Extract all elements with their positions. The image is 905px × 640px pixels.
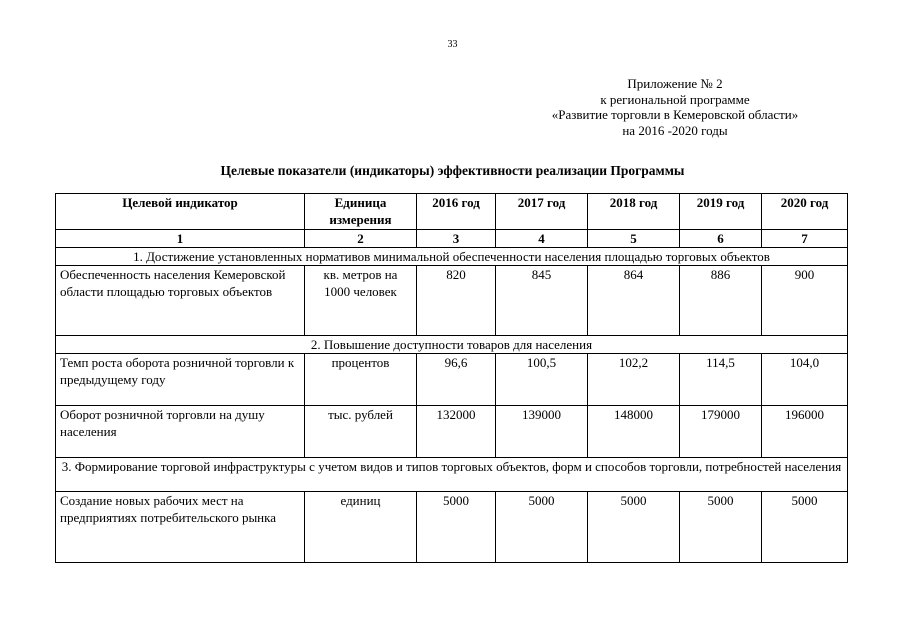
column-number: 1 — [56, 230, 305, 248]
section-row — [56, 248, 848, 266]
value-2020: 104,0 — [762, 354, 848, 406]
indicators-table — [55, 193, 848, 563]
column-number: 4 — [496, 230, 588, 248]
value-2017: 845 — [496, 266, 588, 336]
value-2018: 864 — [588, 266, 680, 336]
header-cell: 2019 год — [680, 194, 762, 230]
value-2018: 102,2 — [588, 354, 680, 406]
header-cell: 2018 год — [588, 194, 680, 230]
appendix-line-2: к региональной программе — [600, 91, 750, 107]
value-2020: 5000 — [762, 492, 848, 563]
value-2019: 5000 — [680, 492, 762, 563]
value-2016: 132000 — [417, 406, 496, 458]
value-2017: 5000 — [496, 492, 588, 563]
header-cell: Единица измерения — [305, 194, 417, 230]
header-cell: 2016 год — [417, 194, 496, 230]
table-row — [56, 406, 848, 458]
section-row — [56, 336, 848, 354]
value-2018: 148000 — [588, 406, 680, 458]
indicator-unit: кв. метров на 1000 человек — [305, 266, 417, 336]
indicator-name: Темп роста оборота розничной торговли к предыдущему году — [56, 354, 305, 406]
value-2019: 114,5 — [680, 354, 762, 406]
column-numbers-row — [56, 230, 848, 248]
column-number: 6 — [680, 230, 762, 248]
value-2018: 5000 — [588, 492, 680, 563]
table-row — [56, 266, 848, 336]
section-title: 1. Достижение установленных нормативов минимальной обеспеченности населения площадью торговых объектов — [56, 248, 848, 266]
appendix-line-4: на 2016 -2020 годы — [622, 122, 728, 138]
appendix-line-1: Приложение № 2 — [627, 76, 723, 91]
section-row — [56, 458, 848, 492]
value-2019: 886 — [680, 266, 762, 336]
value-2020: 196000 — [762, 406, 848, 458]
section-title: 3. Формирование торговой инфраструктуры с учетом видов и типов торговых объектов, форм и способов торговли, потребностей населения — [56, 458, 848, 492]
header-cell: Целевой индикатор — [56, 194, 305, 230]
value-2017: 100,5 — [496, 354, 588, 406]
table-row — [56, 354, 848, 406]
column-number: 5 — [588, 230, 680, 248]
indicator-name: Оборот розничной торговли на душу населения — [56, 406, 305, 458]
indicator-name: Создание новых рабочих мест на предприятиях потребительского рынка — [56, 492, 305, 563]
value-2016: 5000 — [417, 492, 496, 563]
section-title: 2. Повышение доступности товаров для населения — [56, 336, 848, 354]
value-2017: 139000 — [496, 406, 588, 458]
indicator-unit: тыс. рублей — [305, 406, 417, 458]
value-2019: 179000 — [680, 406, 762, 458]
value-2020: 900 — [762, 266, 848, 336]
value-2016: 96,6 — [417, 354, 496, 406]
column-number: 2 — [305, 230, 417, 248]
value-2016: 820 — [417, 266, 496, 336]
appendix-block — [520, 76, 830, 138]
indicator-unit: процентов — [305, 354, 417, 406]
indicator-name: Обеспеченность населения Кемеровской области площадью торговых объектов — [56, 266, 305, 336]
appendix-line-3: «Развитие торговли в Кемеровской области» — [551, 107, 799, 122]
indicator-unit: единиц — [305, 492, 417, 563]
column-number: 3 — [417, 230, 496, 248]
header-cell: 2020 год — [762, 194, 848, 230]
document-title: Целевые показатели (индикаторы) эффективности реализации Программы — [220, 163, 685, 178]
header-cell: 2017 год — [496, 194, 588, 230]
table-row — [56, 492, 848, 563]
table-header-row — [56, 194, 848, 230]
page-number: 33 — [447, 39, 458, 50]
column-number: 7 — [762, 230, 848, 248]
